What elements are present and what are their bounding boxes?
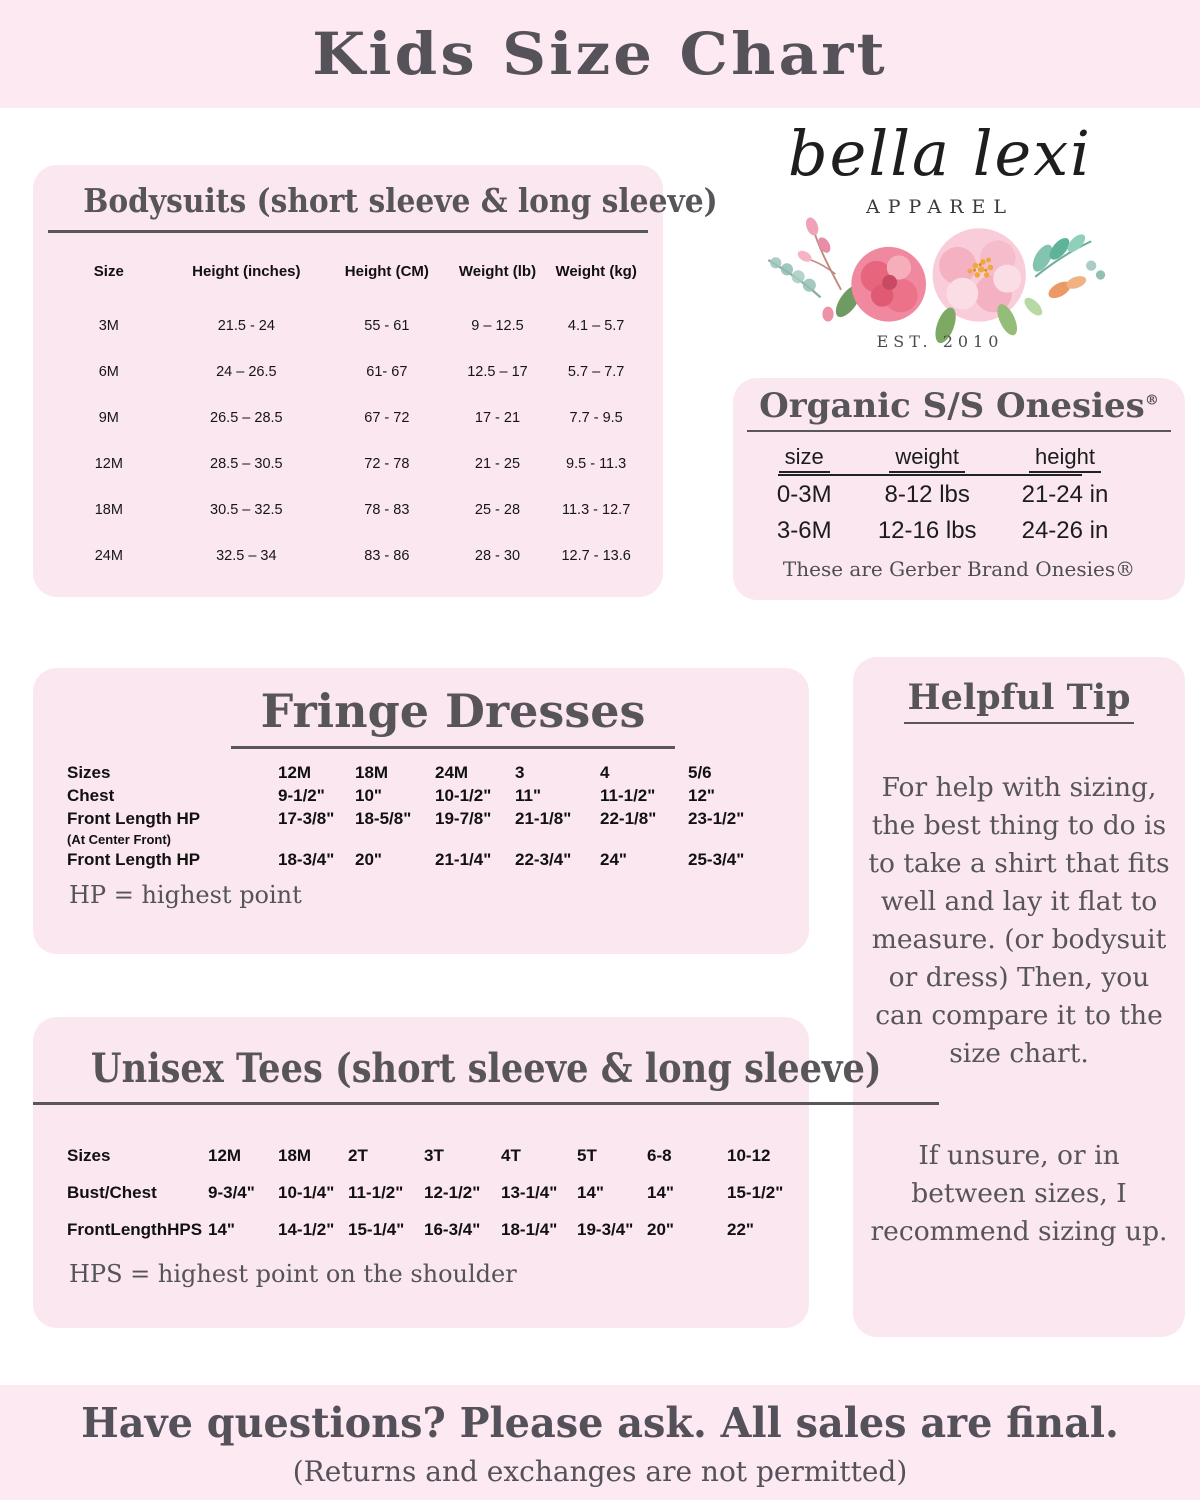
footer-line-2: (Returns and exchanges are not permitted) (292, 1455, 908, 1488)
table-row: 6M 24 – 26.5 61- 67 12.5 – 17 5.7 – 7.7 (98, 364, 625, 380)
tip-title: Helpful Tip (904, 677, 1135, 724)
onesies-panel (733, 378, 1185, 600)
fringe-sizes-row: Sizes 12M 18M 24M 3 4 5/6 (67, 762, 712, 782)
onesies-note: These are Gerber Brand Onesies® (782, 557, 1136, 581)
column-header: Height (CM) (344, 262, 429, 280)
brand-logo (740, 108, 1140, 370)
column-header: Weight (lb) (458, 262, 537, 280)
fringe-chest-row: Chest 9-1/2" 10" 10-1/2" 11" 11-1/2" 12" (67, 785, 715, 805)
tees-table (33, 1137, 809, 1248)
table-row: 0-3M 8-12 lbs 21-24 in (776, 481, 1109, 508)
table-row: 24M 32.5 – 34 83 - 86 28 - 30 12.7 - 13.6 (94, 548, 631, 564)
column-header: size (747, 444, 861, 473)
tees-front-length-row: FrontLengthHPS 14" 14-1/2" 15-1/4" 16-3/4" 18-1/4" 19-3/4" 20" 22" (67, 1219, 754, 1239)
table-row: 9M 26.5 – 28.5 67 - 72 17 - 21 7.7 - 9.5 (98, 410, 623, 426)
column-header: Weight (kg) (555, 262, 637, 280)
column-header: weight (861, 444, 992, 473)
helpful-tip-panel (853, 657, 1185, 1337)
table-row: 3M 21.5 - 24 55 - 61 9 – 12.5 4.1 – 5.7 (98, 318, 625, 334)
onesies-header-row (747, 444, 1171, 473)
table-row: 3-6M 12-16 lbs 24-26 in (776, 517, 1109, 544)
column-header: height (993, 444, 1137, 473)
hp-footnote: HP = highest point (69, 881, 302, 909)
fringe-table (33, 761, 809, 871)
bodysuits-header-row (49, 253, 647, 289)
fringe-dresses-panel (33, 668, 809, 954)
bodysuits-panel (33, 165, 718, 597)
title-band (0, 0, 1200, 108)
footer-band (0, 1385, 1200, 1500)
table-row: 18M 30.5 – 32.5 78 - 83 25 - 28 11.3 - 12.7 (94, 502, 631, 518)
onesies-title: Organic S/S Onesies® (747, 378, 1171, 432)
fringe-title: Fringe Dresses (231, 684, 676, 749)
fringe-front-length-row: Front Length HP 17-3/8" 18-5/8" 19-7/8" 21-1/8" 22-1/8" 23-1/2" (67, 808, 745, 828)
header-rule (778, 474, 1082, 476)
tees-sizes-row: Sizes 12M 18M 2T 3T 4T 5T 6-8 10-12 (67, 1145, 771, 1165)
fringe-center-front-note: (At Center Front) (67, 831, 171, 847)
footer-line-1: Have questions? Please ask. All sales are final. (81, 1399, 1119, 1447)
fringe-front-length-row2: Front Length HP 18-3/4" 20" 21-1/4" 22-3/4" 24" 25-3/4" (67, 849, 745, 869)
page-title: Kids Size Chart (312, 20, 888, 88)
logo-established: EST. 2010 (876, 332, 1004, 351)
hps-footnote: HPS = highest point on the shoulder (69, 1260, 517, 1288)
tip-paragraph-1: For help with sizing, the best thing to do is to take a shirt that fits well and lay it flat to measure. (or bodysuit or dress) Then, you can compare it to the size chart. (868, 772, 1170, 1069)
logo-script-text: bella lexi (787, 117, 1093, 190)
bodysuits-table (33, 253, 663, 579)
column-header: Height (inches) (192, 262, 301, 280)
column-header: Size (93, 262, 124, 280)
tip-paragraph-2: If unsure, or in between sizes, I recommend sizing up. (870, 1140, 1168, 1247)
logo-subtitle: APPAREL (865, 196, 1015, 218)
bodysuits-title: Bodysuits (short sleeve & long sleeve) (48, 165, 648, 233)
bodysuits-rows (33, 303, 663, 579)
flowers-illustration (750, 204, 1130, 344)
tees-bust-row: Bust/Chest 9-3/4" 10-1/4" 11-1/2" 12-1/2" 13-1/4" 14" 14" 15-1/2" (67, 1182, 784, 1202)
unisex-tees-panel (33, 1017, 882, 1328)
registered-mark: ® (1144, 392, 1159, 409)
tees-title: Unisex Tees (short sleeve & long sleeve) (33, 1045, 939, 1105)
table-row: 12M 28.5 – 30.5 72 - 78 21 - 25 9.5 - 11.3 (94, 456, 627, 472)
